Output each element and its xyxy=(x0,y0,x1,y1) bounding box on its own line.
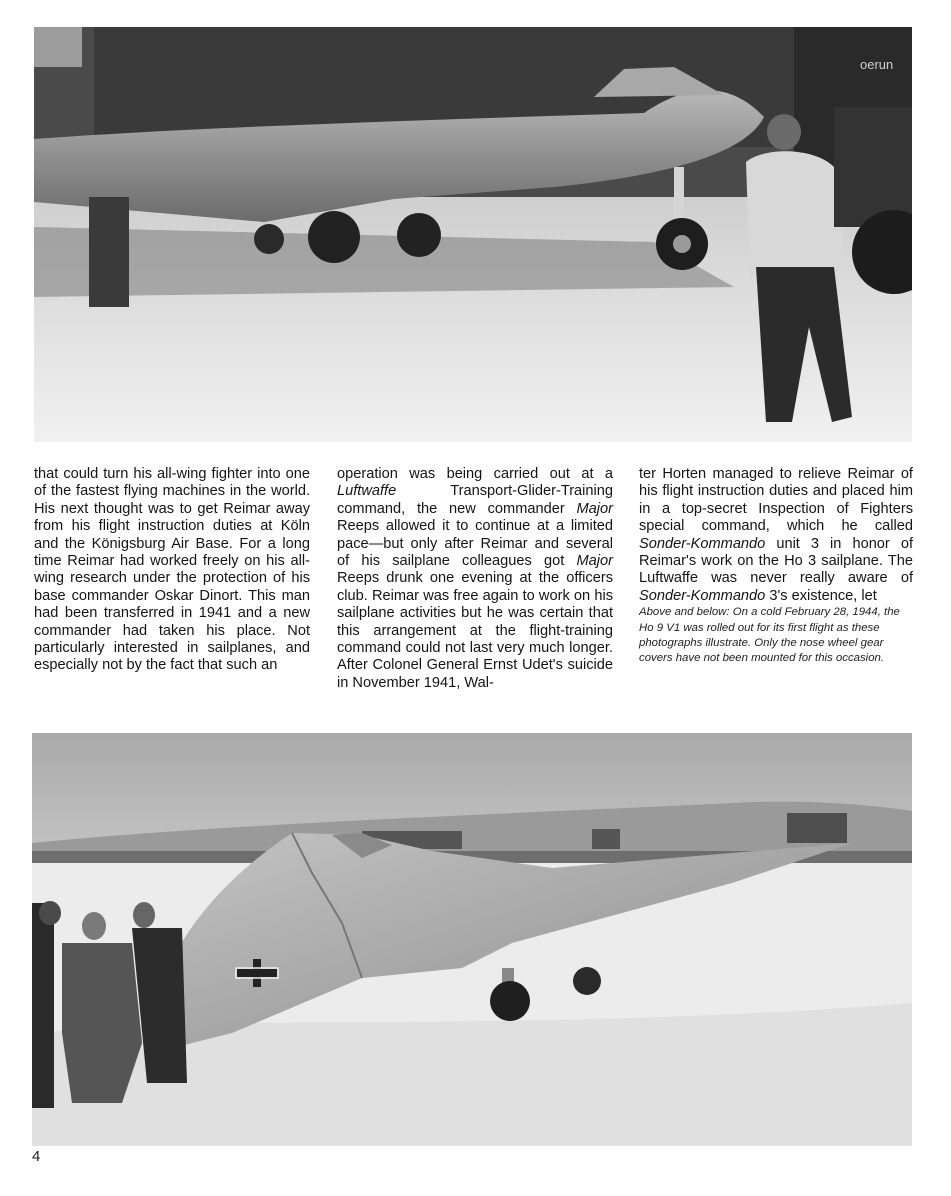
column-1-text: that could turn his all-wing fighter into one of the fastest flying machines in the world. His next thought was to get Reimar away from his flight instruction duties at Köln and the Königsburg Air Base. For a long time Reimar had worked freely on his all-wing research under the protection of his base commander Oskar Dinort. This man had been transferred in 1941 and a new commander had taken his place. Not particularly interested in sailplanes, and especially not by the fact that such an xyxy=(34,466,310,674)
article-column-3 xyxy=(639,466,913,667)
photo-caption: Above and below: On a cold February 28, 1944, the Ho 9 V1 was rolled out for its first flight as these photographs illustrate. Only the nose wheel gear covers have not been mounted for this occasion. xyxy=(639,606,900,665)
page-number: 4 xyxy=(32,1148,41,1165)
bottom-photo-image xyxy=(32,733,912,1146)
bottom-photo-ho9-v1-rollout xyxy=(32,733,912,1146)
top-photo-image xyxy=(34,27,912,442)
column-3-text: ter Horten managed to relieve Reimar of his flight instruction duties and placed him in a top-secret Inspection of Fighters special command, which he called Sonder-Kommando unit 3 in honor of Reimar's work on the Ho 3 sailplane. The Luftwaffe was never really aware of Sonder-Kommando 3's existence, let xyxy=(639,466,913,604)
hangar-sign-text: oerun xyxy=(860,57,894,72)
article-column-2 xyxy=(337,466,613,692)
top-photo-ho9-v1-hangar xyxy=(34,27,912,442)
column-2-text: operation was being carried out at a Luftwaffe Transport-Glider-Training command, the new commander Major Reeps allowed it to continue at a limited pace—but only after Reimar and several of his sailplane colleagues got Major Reeps drunk one evening at the officers club. Reimar was free again to work on his sailplane activities but he was certain that this arrangement at the flight-training command could not last very much longer. After Colonel General Ernst Udet's suicide in November 1941, Wal- xyxy=(337,466,613,691)
article-column-1 xyxy=(34,466,310,675)
